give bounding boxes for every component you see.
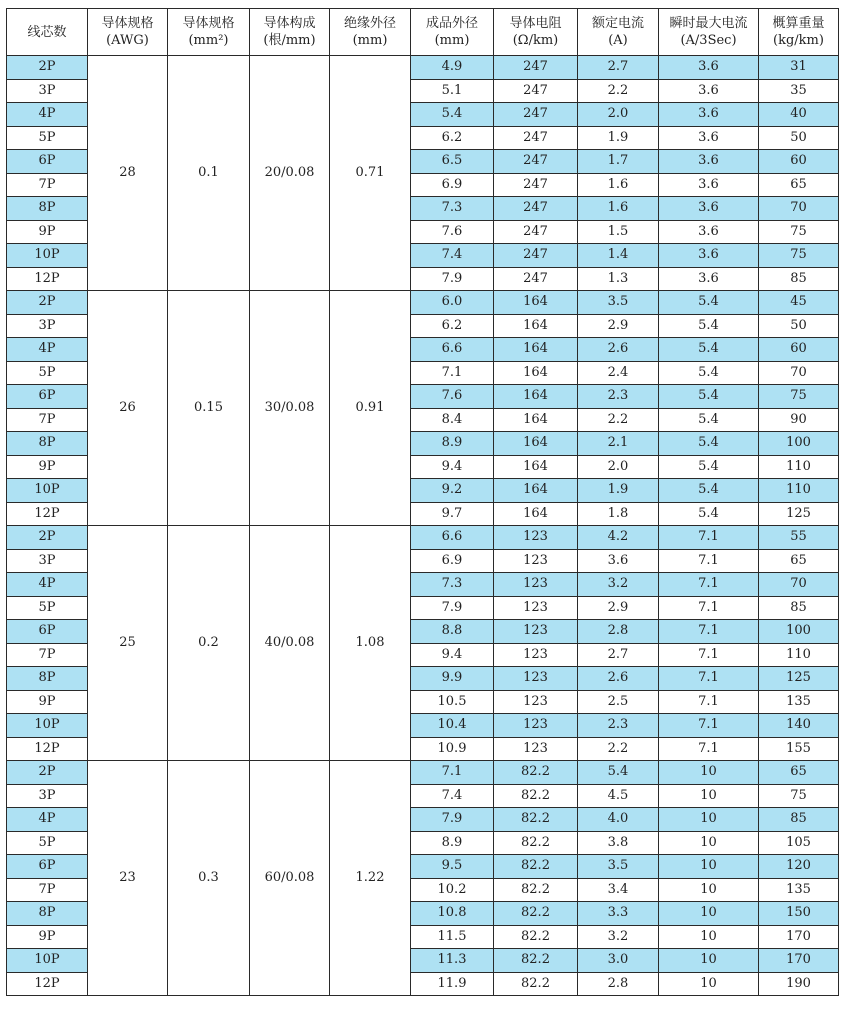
finished-od-cell: 9.4 bbox=[411, 643, 494, 667]
resistance-cell: 123 bbox=[494, 549, 578, 573]
peak-current-cell: 5.4 bbox=[659, 314, 759, 338]
rated-current-cell: 4.0 bbox=[578, 808, 659, 832]
peak-current-cell: 10 bbox=[659, 784, 759, 808]
awg-cell: 25 bbox=[88, 526, 168, 761]
header-label: 导体构成 bbox=[263, 16, 316, 31]
rated-current-cell: 2.5 bbox=[578, 690, 659, 714]
weight-cell: 100 bbox=[759, 620, 839, 644]
peak-current-cell: 7.1 bbox=[659, 714, 759, 738]
cores-cell: 8P bbox=[7, 902, 88, 926]
header-awg bbox=[88, 9, 168, 56]
cores-cell: 6P bbox=[7, 855, 88, 879]
cores-cell: 8P bbox=[7, 197, 88, 221]
weight-cell: 65 bbox=[759, 549, 839, 573]
rated-current-cell: 5.4 bbox=[578, 761, 659, 785]
finished-od-cell: 7.4 bbox=[411, 244, 494, 268]
rated-current-cell: 2.0 bbox=[578, 103, 659, 127]
table-row bbox=[7, 526, 839, 550]
rated-current-cell: 1.5 bbox=[578, 220, 659, 244]
peak-current-cell: 10 bbox=[659, 831, 759, 855]
awg-cell: 28 bbox=[88, 56, 168, 291]
cores-cell: 6P bbox=[7, 385, 88, 409]
resistance-cell: 247 bbox=[494, 197, 578, 221]
weight-cell: 75 bbox=[759, 784, 839, 808]
cores-cell: 10P bbox=[7, 714, 88, 738]
header-finished-od bbox=[411, 9, 494, 56]
peak-current-cell: 7.1 bbox=[659, 573, 759, 597]
insulation-od-cell: 1.22 bbox=[330, 761, 411, 996]
header-unit: (Ω/km) bbox=[512, 33, 559, 48]
rated-current-cell: 2.2 bbox=[578, 79, 659, 103]
weight-cell: 100 bbox=[759, 432, 839, 456]
rated-current-cell: 2.2 bbox=[578, 408, 659, 432]
cores-cell: 4P bbox=[7, 808, 88, 832]
resistance-cell: 164 bbox=[494, 338, 578, 362]
resistance-cell: 247 bbox=[494, 103, 578, 127]
resistance-cell: 164 bbox=[494, 385, 578, 409]
header-label: 导体规格 bbox=[101, 16, 154, 31]
finished-od-cell: 8.4 bbox=[411, 408, 494, 432]
finished-od-cell: 11.5 bbox=[411, 925, 494, 949]
weight-cell: 170 bbox=[759, 949, 839, 973]
cores-cell: 8P bbox=[7, 432, 88, 456]
header-unit: (AWG) bbox=[106, 33, 149, 48]
cores-cell: 9P bbox=[7, 925, 88, 949]
peak-current-cell: 3.6 bbox=[659, 126, 759, 150]
peak-current-cell: 3.6 bbox=[659, 56, 759, 80]
rated-current-cell: 2.8 bbox=[578, 620, 659, 644]
finished-od-cell: 7.1 bbox=[411, 761, 494, 785]
finished-od-cell: 9.5 bbox=[411, 855, 494, 879]
cores-cell: 7P bbox=[7, 878, 88, 902]
header-label: 成品外径 bbox=[425, 16, 478, 31]
rated-current-cell: 1.6 bbox=[578, 173, 659, 197]
header-structure bbox=[250, 9, 330, 56]
insulation-od-cell: 0.71 bbox=[330, 56, 411, 291]
table-row bbox=[7, 56, 839, 80]
header-unit: (A) bbox=[608, 33, 628, 48]
rated-current-cell: 1.9 bbox=[578, 479, 659, 503]
cores-cell: 2P bbox=[7, 526, 88, 550]
header-label: 瞬时最大电流 bbox=[669, 16, 748, 31]
finished-od-cell: 10.4 bbox=[411, 714, 494, 738]
weight-cell: 85 bbox=[759, 267, 839, 291]
cores-cell: 4P bbox=[7, 338, 88, 362]
weight-cell: 75 bbox=[759, 220, 839, 244]
rated-current-cell: 1.8 bbox=[578, 502, 659, 526]
rated-current-cell: 2.8 bbox=[578, 972, 659, 996]
cores-cell: 5P bbox=[7, 831, 88, 855]
cores-cell: 3P bbox=[7, 784, 88, 808]
weight-cell: 70 bbox=[759, 573, 839, 597]
cores-cell: 12P bbox=[7, 502, 88, 526]
header-unit: (mm) bbox=[434, 33, 470, 48]
resistance-cell: 82.2 bbox=[494, 925, 578, 949]
rated-current-cell: 2.2 bbox=[578, 737, 659, 761]
peak-current-cell: 3.6 bbox=[659, 79, 759, 103]
resistance-cell: 164 bbox=[494, 502, 578, 526]
finished-od-cell: 10.2 bbox=[411, 878, 494, 902]
resistance-cell: 247 bbox=[494, 173, 578, 197]
finished-od-cell: 7.9 bbox=[411, 808, 494, 832]
resistance-cell: 123 bbox=[494, 714, 578, 738]
finished-od-cell: 6.9 bbox=[411, 173, 494, 197]
peak-current-cell: 3.6 bbox=[659, 267, 759, 291]
weight-cell: 135 bbox=[759, 878, 839, 902]
weight-cell: 150 bbox=[759, 902, 839, 926]
finished-od-cell: 11.9 bbox=[411, 972, 494, 996]
finished-od-cell: 7.9 bbox=[411, 267, 494, 291]
cores-cell: 12P bbox=[7, 267, 88, 291]
resistance-cell: 123 bbox=[494, 667, 578, 691]
peak-current-cell: 5.4 bbox=[659, 479, 759, 503]
weight-cell: 110 bbox=[759, 479, 839, 503]
resistance-cell: 123 bbox=[494, 690, 578, 714]
rated-current-cell: 2.3 bbox=[578, 385, 659, 409]
header-unit: (A/3Sec) bbox=[680, 33, 737, 48]
finished-od-cell: 4.9 bbox=[411, 56, 494, 80]
resistance-cell: 164 bbox=[494, 291, 578, 315]
weight-cell: 40 bbox=[759, 103, 839, 127]
finished-od-cell: 5.4 bbox=[411, 103, 494, 127]
weight-cell: 70 bbox=[759, 197, 839, 221]
finished-od-cell: 7.9 bbox=[411, 596, 494, 620]
cores-cell: 6P bbox=[7, 150, 88, 174]
finished-od-cell: 7.6 bbox=[411, 220, 494, 244]
finished-od-cell: 10.5 bbox=[411, 690, 494, 714]
rated-current-cell: 2.0 bbox=[578, 455, 659, 479]
weight-cell: 125 bbox=[759, 667, 839, 691]
header-label: 额定电流 bbox=[591, 16, 644, 31]
rated-current-cell: 2.7 bbox=[578, 56, 659, 80]
peak-current-cell: 5.4 bbox=[659, 432, 759, 456]
weight-cell: 75 bbox=[759, 244, 839, 268]
structure-cell: 60/0.08 bbox=[250, 761, 330, 996]
resistance-cell: 123 bbox=[494, 643, 578, 667]
awg-cell: 26 bbox=[88, 291, 168, 526]
rated-current-cell: 3.2 bbox=[578, 925, 659, 949]
resistance-cell: 123 bbox=[494, 573, 578, 597]
peak-current-cell: 7.1 bbox=[659, 526, 759, 550]
header-mm2 bbox=[168, 9, 250, 56]
weight-cell: 190 bbox=[759, 972, 839, 996]
peak-current-cell: 5.4 bbox=[659, 385, 759, 409]
cores-cell: 4P bbox=[7, 573, 88, 597]
header-label: 绝缘外径 bbox=[343, 16, 396, 31]
header-unit: (mm) bbox=[352, 33, 388, 48]
weight-cell: 110 bbox=[759, 455, 839, 479]
header-label: 导体规格 bbox=[182, 16, 235, 31]
resistance-cell: 247 bbox=[494, 56, 578, 80]
rated-current-cell: 1.4 bbox=[578, 244, 659, 268]
header-unit: (根/mm) bbox=[263, 33, 316, 48]
peak-current-cell: 3.6 bbox=[659, 197, 759, 221]
header-unit: (mm²) bbox=[188, 33, 229, 48]
header-cores bbox=[7, 9, 88, 56]
header-unit: (kg/km) bbox=[773, 33, 824, 48]
peak-current-cell: 3.6 bbox=[659, 220, 759, 244]
resistance-cell: 82.2 bbox=[494, 761, 578, 785]
mm2-cell: 0.15 bbox=[168, 291, 250, 526]
table-row bbox=[7, 761, 839, 785]
cores-cell: 3P bbox=[7, 549, 88, 573]
resistance-cell: 82.2 bbox=[494, 855, 578, 879]
peak-current-cell: 3.6 bbox=[659, 150, 759, 174]
peak-current-cell: 7.1 bbox=[659, 737, 759, 761]
weight-cell: 31 bbox=[759, 56, 839, 80]
rated-current-cell: 2.9 bbox=[578, 314, 659, 338]
rated-current-cell: 3.4 bbox=[578, 878, 659, 902]
finished-od-cell: 6.5 bbox=[411, 150, 494, 174]
cores-cell: 10P bbox=[7, 244, 88, 268]
peak-current-cell: 3.6 bbox=[659, 103, 759, 127]
cores-cell: 12P bbox=[7, 972, 88, 996]
structure-cell: 20/0.08 bbox=[250, 56, 330, 291]
rated-current-cell: 3.2 bbox=[578, 573, 659, 597]
cores-cell: 7P bbox=[7, 408, 88, 432]
weight-cell: 65 bbox=[759, 173, 839, 197]
weight-cell: 85 bbox=[759, 808, 839, 832]
weight-cell: 105 bbox=[759, 831, 839, 855]
peak-current-cell: 7.1 bbox=[659, 596, 759, 620]
peak-current-cell: 5.4 bbox=[659, 408, 759, 432]
weight-cell: 155 bbox=[759, 737, 839, 761]
peak-current-cell: 10 bbox=[659, 761, 759, 785]
cores-cell: 10P bbox=[7, 949, 88, 973]
peak-current-cell: 5.4 bbox=[659, 291, 759, 315]
mm2-cell: 0.3 bbox=[168, 761, 250, 996]
peak-current-cell: 7.1 bbox=[659, 549, 759, 573]
weight-cell: 90 bbox=[759, 408, 839, 432]
header-label: 概算重量 bbox=[772, 16, 825, 31]
weight-cell: 140 bbox=[759, 714, 839, 738]
rated-current-cell: 1.9 bbox=[578, 126, 659, 150]
resistance-cell: 82.2 bbox=[494, 878, 578, 902]
cores-cell: 7P bbox=[7, 173, 88, 197]
finished-od-cell: 7.3 bbox=[411, 197, 494, 221]
rated-current-cell: 2.7 bbox=[578, 643, 659, 667]
header-rated-current bbox=[578, 9, 659, 56]
rated-current-cell: 1.6 bbox=[578, 197, 659, 221]
resistance-cell: 164 bbox=[494, 314, 578, 338]
peak-current-cell: 7.1 bbox=[659, 643, 759, 667]
header-label: 导体电阻 bbox=[509, 16, 562, 31]
weight-cell: 35 bbox=[759, 79, 839, 103]
weight-cell: 75 bbox=[759, 385, 839, 409]
cores-cell: 2P bbox=[7, 761, 88, 785]
finished-od-cell: 8.8 bbox=[411, 620, 494, 644]
cores-cell: 2P bbox=[7, 291, 88, 315]
weight-cell: 170 bbox=[759, 925, 839, 949]
cores-cell: 9P bbox=[7, 455, 88, 479]
header-weight bbox=[759, 9, 839, 56]
rated-current-cell: 1.7 bbox=[578, 150, 659, 174]
weight-cell: 120 bbox=[759, 855, 839, 879]
resistance-cell: 123 bbox=[494, 596, 578, 620]
rated-current-cell: 1.3 bbox=[578, 267, 659, 291]
rated-current-cell: 3.6 bbox=[578, 549, 659, 573]
weight-cell: 110 bbox=[759, 643, 839, 667]
resistance-cell: 247 bbox=[494, 244, 578, 268]
rated-current-cell: 3.3 bbox=[578, 902, 659, 926]
finished-od-cell: 7.3 bbox=[411, 573, 494, 597]
resistance-cell: 123 bbox=[494, 526, 578, 550]
finished-od-cell: 7.6 bbox=[411, 385, 494, 409]
resistance-cell: 164 bbox=[494, 361, 578, 385]
finished-od-cell: 10.8 bbox=[411, 902, 494, 926]
finished-od-cell: 6.9 bbox=[411, 549, 494, 573]
finished-od-cell: 6.6 bbox=[411, 526, 494, 550]
resistance-cell: 164 bbox=[494, 479, 578, 503]
cores-cell: 5P bbox=[7, 126, 88, 150]
resistance-cell: 82.2 bbox=[494, 972, 578, 996]
insulation-od-cell: 1.08 bbox=[330, 526, 411, 761]
structure-cell: 30/0.08 bbox=[250, 291, 330, 526]
peak-current-cell: 7.1 bbox=[659, 667, 759, 691]
cores-cell: 4P bbox=[7, 103, 88, 127]
finished-od-cell: 8.9 bbox=[411, 831, 494, 855]
cores-cell: 6P bbox=[7, 620, 88, 644]
insulation-od-cell: 0.91 bbox=[330, 291, 411, 526]
rated-current-cell: 2.1 bbox=[578, 432, 659, 456]
finished-od-cell: 9.4 bbox=[411, 455, 494, 479]
cores-cell: 2P bbox=[7, 56, 88, 80]
weight-cell: 50 bbox=[759, 126, 839, 150]
peak-current-cell: 10 bbox=[659, 972, 759, 996]
weight-cell: 70 bbox=[759, 361, 839, 385]
header-label: 线芯数 bbox=[27, 24, 67, 40]
peak-current-cell: 10 bbox=[659, 808, 759, 832]
weight-cell: 60 bbox=[759, 150, 839, 174]
finished-od-cell: 8.9 bbox=[411, 432, 494, 456]
finished-od-cell: 7.1 bbox=[411, 361, 494, 385]
resistance-cell: 247 bbox=[494, 267, 578, 291]
structure-cell: 40/0.08 bbox=[250, 526, 330, 761]
rated-current-cell: 3.8 bbox=[578, 831, 659, 855]
header-row bbox=[7, 9, 839, 56]
cores-cell: 9P bbox=[7, 220, 88, 244]
peak-current-cell: 5.4 bbox=[659, 502, 759, 526]
resistance-cell: 247 bbox=[494, 150, 578, 174]
rated-current-cell: 4.5 bbox=[578, 784, 659, 808]
resistance-cell: 164 bbox=[494, 408, 578, 432]
rated-current-cell: 2.6 bbox=[578, 338, 659, 362]
rated-current-cell: 2.6 bbox=[578, 667, 659, 691]
rated-current-cell: 3.5 bbox=[578, 855, 659, 879]
peak-current-cell: 10 bbox=[659, 855, 759, 879]
header-peak-current bbox=[659, 9, 759, 56]
finished-od-cell: 9.2 bbox=[411, 479, 494, 503]
table-row bbox=[7, 291, 839, 315]
header-resistance bbox=[494, 9, 578, 56]
resistance-cell: 247 bbox=[494, 220, 578, 244]
weight-cell: 60 bbox=[759, 338, 839, 362]
mm2-cell: 0.2 bbox=[168, 526, 250, 761]
finished-od-cell: 7.4 bbox=[411, 784, 494, 808]
peak-current-cell: 10 bbox=[659, 902, 759, 926]
weight-cell: 45 bbox=[759, 291, 839, 315]
finished-od-cell: 6.2 bbox=[411, 314, 494, 338]
resistance-cell: 82.2 bbox=[494, 808, 578, 832]
rated-current-cell: 3.0 bbox=[578, 949, 659, 973]
table-body bbox=[7, 56, 839, 996]
awg-cell: 23 bbox=[88, 761, 168, 996]
resistance-cell: 123 bbox=[494, 737, 578, 761]
resistance-cell: 82.2 bbox=[494, 902, 578, 926]
finished-od-cell: 5.1 bbox=[411, 79, 494, 103]
cores-cell: 3P bbox=[7, 314, 88, 338]
finished-od-cell: 6.2 bbox=[411, 126, 494, 150]
weight-cell: 125 bbox=[759, 502, 839, 526]
weight-cell: 135 bbox=[759, 690, 839, 714]
cores-cell: 8P bbox=[7, 667, 88, 691]
finished-od-cell: 11.3 bbox=[411, 949, 494, 973]
rated-current-cell: 2.9 bbox=[578, 596, 659, 620]
cores-cell: 10P bbox=[7, 479, 88, 503]
cable-spec-table bbox=[6, 8, 839, 996]
rated-current-cell: 2.3 bbox=[578, 714, 659, 738]
rated-current-cell: 2.4 bbox=[578, 361, 659, 385]
finished-od-cell: 6.0 bbox=[411, 291, 494, 315]
peak-current-cell: 5.4 bbox=[659, 361, 759, 385]
rated-current-cell: 3.5 bbox=[578, 291, 659, 315]
peak-current-cell: 5.4 bbox=[659, 455, 759, 479]
finished-od-cell: 9.7 bbox=[411, 502, 494, 526]
rated-current-cell: 4.2 bbox=[578, 526, 659, 550]
resistance-cell: 82.2 bbox=[494, 784, 578, 808]
weight-cell: 85 bbox=[759, 596, 839, 620]
cores-cell: 3P bbox=[7, 79, 88, 103]
resistance-cell: 82.2 bbox=[494, 949, 578, 973]
cores-cell: 7P bbox=[7, 643, 88, 667]
resistance-cell: 247 bbox=[494, 79, 578, 103]
peak-current-cell: 7.1 bbox=[659, 690, 759, 714]
resistance-cell: 164 bbox=[494, 455, 578, 479]
peak-current-cell: 10 bbox=[659, 925, 759, 949]
resistance-cell: 123 bbox=[494, 620, 578, 644]
cores-cell: 5P bbox=[7, 361, 88, 385]
cores-cell: 5P bbox=[7, 596, 88, 620]
header-insulation-od bbox=[330, 9, 411, 56]
weight-cell: 65 bbox=[759, 761, 839, 785]
resistance-cell: 247 bbox=[494, 126, 578, 150]
finished-od-cell: 9.9 bbox=[411, 667, 494, 691]
resistance-cell: 82.2 bbox=[494, 831, 578, 855]
cores-cell: 12P bbox=[7, 737, 88, 761]
finished-od-cell: 6.6 bbox=[411, 338, 494, 362]
finished-od-cell: 10.9 bbox=[411, 737, 494, 761]
peak-current-cell: 10 bbox=[659, 878, 759, 902]
weight-cell: 50 bbox=[759, 314, 839, 338]
weight-cell: 55 bbox=[759, 526, 839, 550]
peak-current-cell: 5.4 bbox=[659, 338, 759, 362]
resistance-cell: 164 bbox=[494, 432, 578, 456]
peak-current-cell: 3.6 bbox=[659, 244, 759, 268]
peak-current-cell: 10 bbox=[659, 949, 759, 973]
cores-cell: 9P bbox=[7, 690, 88, 714]
peak-current-cell: 7.1 bbox=[659, 620, 759, 644]
mm2-cell: 0.1 bbox=[168, 56, 250, 291]
peak-current-cell: 3.6 bbox=[659, 173, 759, 197]
